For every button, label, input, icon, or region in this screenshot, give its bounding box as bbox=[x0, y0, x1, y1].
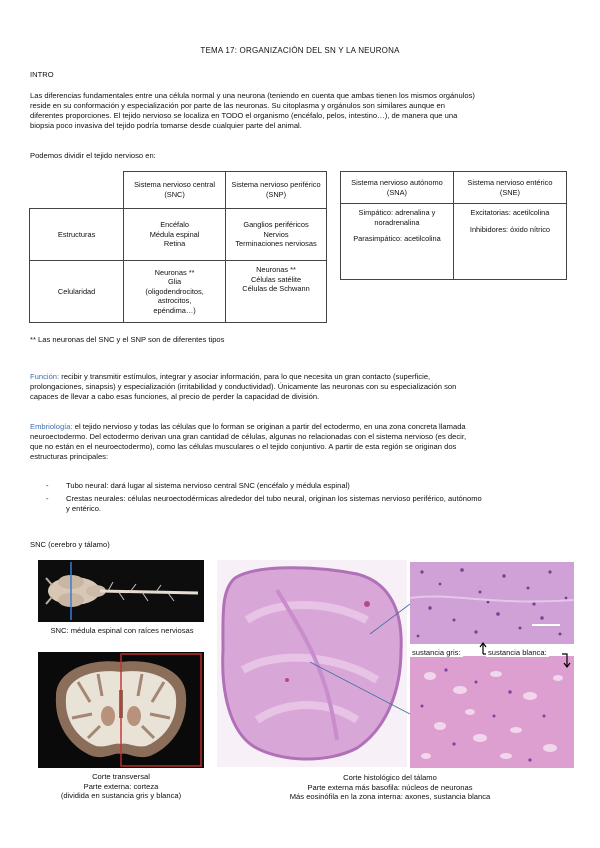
cell-line: Neuronas ** bbox=[256, 265, 296, 274]
brain-section-photo bbox=[38, 652, 204, 768]
cell-line: Ganglios periféricos bbox=[243, 220, 309, 230]
sne-header: Sistema nervioso entérico (SNE) bbox=[453, 172, 566, 204]
intro-line: Las diferencias fundamentales entre una célula normal y una neurona (teniendo en cuenta que ambas tienen los mismos orgánulos) bbox=[30, 91, 475, 100]
bullet-dash: - bbox=[46, 494, 49, 503]
label-sustancia-gris: sustancia gris: bbox=[412, 648, 461, 657]
funcion-line: recibir y transmitir estímulos, integrar y asociar información, para lo que necesita un gran contacto (superficie, bbox=[61, 372, 431, 381]
cell-line: Médula espinal bbox=[149, 229, 200, 239]
funcion-line: prolongaciones, sinapsis) y especialización (irritabilidad y conductividad). Únicamente las neuronas con su especialización son bbox=[30, 382, 457, 391]
caption-line: (dividida en sustancia gris y blanca) bbox=[60, 791, 182, 800]
snc-header: Sistema nervioso central (SNC) bbox=[124, 172, 226, 209]
snp-header: Sistema nervioso periférico (SNP) bbox=[226, 172, 327, 209]
cell-line: Células satélite bbox=[250, 274, 302, 284]
embriologia-label: Embriología: bbox=[30, 422, 73, 431]
cell-line: Neuronas ** bbox=[154, 267, 195, 277]
intro-line: biopsia poco invasiva del tejido podría tomarse desde cualquier parte del animal. bbox=[30, 121, 302, 130]
caption-line: Parte externa más basofila: núcleos de neuronas bbox=[307, 782, 473, 792]
cell-line: (oligodendrocitos, bbox=[145, 286, 204, 296]
cell-line: Encéfalo bbox=[160, 220, 189, 230]
histology-white-matter bbox=[410, 656, 574, 768]
brain-caption bbox=[22, 772, 220, 801]
embrio-line: el tejido nervioso y todas las células que lo forman se originan a partir del ectodermo, en una zona concreta llamada bbox=[74, 422, 466, 431]
cell-line: Células de Schwann bbox=[242, 284, 310, 294]
label-sustancia-blanca: sustancia blanca: bbox=[488, 648, 547, 657]
cell-line: Nervios bbox=[263, 229, 289, 239]
intro-line: reside en su conformación y especialización por parte de las neuronas. Su citoplasma y orgánulos son similares aunque en bbox=[30, 101, 445, 110]
cell-line: epéndima…) bbox=[153, 305, 196, 315]
intro-paragraph bbox=[30, 91, 568, 131]
embrio-line: estructuras principales: bbox=[30, 452, 109, 461]
row-label-celularidad: Celularidad bbox=[30, 261, 124, 323]
footnote: ** Las neuronas del SNC y el SNP son de diferentes tipos bbox=[30, 335, 225, 344]
down-arrow-icon bbox=[562, 654, 570, 667]
histology-caption bbox=[250, 773, 530, 802]
gray-matter-image bbox=[410, 562, 574, 644]
pointer-arrows bbox=[300, 590, 420, 720]
brain-section-image bbox=[38, 652, 204, 768]
embrio-line: neuroectodermo. Del ectodermo derivan una gran cantidad de células, algunas no relacionadas con el sistema nervioso (es decir, bbox=[30, 432, 467, 441]
funcion-label: Función: bbox=[30, 372, 60, 381]
cell-line: Parasimpático: acetilcolina bbox=[353, 234, 441, 244]
caption-line: Más eosinófila en la zona interna: axones, sustancia blanca bbox=[289, 792, 491, 801]
intro-heading: INTRO bbox=[30, 70, 54, 79]
caption-line: Corte transversal bbox=[92, 772, 150, 781]
histology-gray-matter bbox=[410, 562, 574, 644]
divide-text: Podemos dividir el tejido nervioso en: bbox=[30, 151, 156, 160]
cell-line: Inhibidores: óxido nítrico bbox=[469, 224, 551, 234]
funcion-line: capaces de llevar a cabo esas funciones, al precio de perder la capacidad de división. bbox=[30, 392, 320, 401]
bullet-dash: - bbox=[46, 481, 49, 490]
sna-cell bbox=[341, 204, 454, 280]
embrio-line: que no están en el neuroectodermo), como las células musculares o el tejido conjuntivo. A partir de esta región se originan dos bbox=[30, 442, 457, 451]
cell-line: Excitatorias: acetilcolina bbox=[470, 208, 550, 217]
snc-celularidad-cell bbox=[124, 261, 226, 323]
cell-line: Simpático: adrenalina y noradrenalina bbox=[358, 208, 436, 227]
intro-line: diferentes proporciones. El tejido nervioso se localiza en TODO el organismo (encéfalo, pelos, intestino…), de manera que una bbox=[30, 111, 458, 120]
arrow-line-bottom bbox=[310, 662, 410, 714]
funcion-paragraph bbox=[30, 372, 568, 402]
snc-estructuras-cell bbox=[124, 209, 226, 261]
snp-estructuras-cell bbox=[226, 209, 327, 261]
caption-line: Parte externa: corteza bbox=[83, 781, 159, 791]
white-matter-image bbox=[410, 656, 574, 768]
snp-celularidad-cell bbox=[226, 261, 327, 323]
snc-heading: SNC (cerebro y tálamo) bbox=[30, 540, 110, 549]
bullet-text: Tubo neural: dará lugar al sistema nervioso central SNC (encéfalo y médula espinal) bbox=[66, 481, 350, 490]
spinal-caption: SNC: médula espinal con raíces nerviosas bbox=[50, 626, 194, 635]
bullet-text: Crestas neurales: células neuroectodérmicas alrededor del tubo neural, originan los sistemas nervioso periférico, autónomo bbox=[66, 494, 482, 503]
snc-snp-table bbox=[29, 171, 327, 323]
page-title: TEMA 17: ORGANIZACIÓN DEL SN Y LA NEURONA bbox=[200, 46, 400, 55]
embriologia-paragraph bbox=[30, 422, 568, 462]
caption-line: Corte histológico del tálamo bbox=[343, 773, 437, 782]
cell-line: Glia bbox=[168, 277, 182, 287]
sne-cell bbox=[453, 204, 566, 280]
spinal-cord-image bbox=[38, 560, 204, 622]
table-corner bbox=[30, 172, 124, 209]
cell-line: Terminaciones nerviosas bbox=[235, 239, 317, 249]
sna-header: Sistema nervioso autónomo (SNA) bbox=[341, 172, 454, 204]
bullet-text: y entérico. bbox=[66, 504, 102, 513]
row-label-estructuras: Estructuras bbox=[30, 209, 124, 261]
sna-sne-table bbox=[340, 171, 567, 280]
cell-line: astrocitos, bbox=[157, 296, 192, 306]
spinal-cord-photo bbox=[38, 560, 204, 622]
arrow-line-top bbox=[370, 604, 410, 634]
cell-line: Retina bbox=[163, 239, 186, 249]
